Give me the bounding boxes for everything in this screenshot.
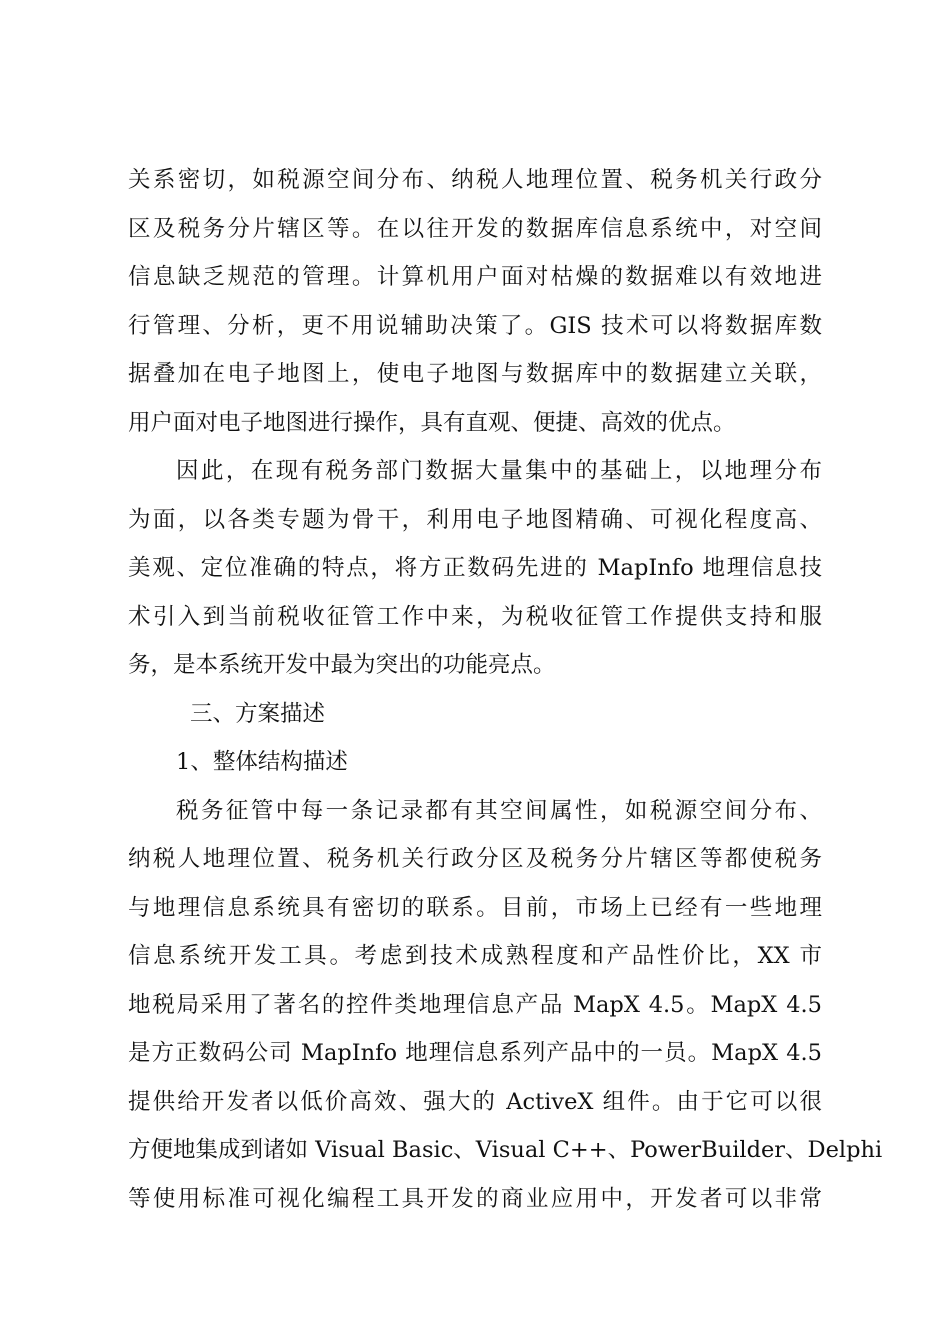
paragraph-line: 美观、定位准确的特点，将方正数码先进的 MapInfo 地理信息技 [128, 555, 822, 581]
paragraph-line: 务，是本系统开发中最为突出的功能亮点。 [128, 652, 556, 678]
paragraph-line: 为面，以各类专题为骨干，利用电子地图精确、可视化程度高、 [128, 506, 822, 533]
paragraph-line: 地税局采用了著名的控件类地理信息产品 MapX 4.5。MapX 4.5 [128, 991, 822, 1018]
body-text [128, 156, 883, 1223]
paragraph-line: 等使用标准可视化编程工具开发的商业应用中，开发者可以非常 [128, 1185, 822, 1212]
paragraph-line: 提供给开发者以低价高效、强大的 ActiveX 组件。由于它可以很 [128, 1088, 822, 1115]
subsection-heading: 1、整体结构描述 [176, 749, 348, 775]
paragraph-line: 方便地集成到诸如 Visual Basic、Visual C++、PowerBuilder、Delphi [128, 1137, 883, 1163]
paragraph-line: 关系密切，如税源空间分布、纳税人地理位置、税务机关行政分 [128, 167, 822, 193]
paragraph-line: 术引入到当前税收征管工作中来，为税收征管工作提供支持和服 [128, 603, 822, 630]
paragraph-line: 区及税务分片辖区等。在以往开发的数据库信息系统中，对空间 [128, 215, 822, 242]
paragraph-line: 用户面对电子地图进行操作，具有直观、便捷、高效的优点。 [128, 409, 736, 436]
paragraph-line: 信息系统开发工具。考虑到技术成熟程度和产品性价比，XX 市 [128, 943, 822, 969]
paragraph-line: 是方正数码公司 MapInfo 地理信息系列产品中的一员。MapX 4.5 [128, 1040, 822, 1066]
paragraph-line: 信息缺乏规范的管理。计算机用户面对枯燥的数据难以有效地进 [128, 264, 822, 290]
section-heading: 三、方案描述 [190, 700, 326, 727]
paragraph-line: 行管理、分析，更不用说辅助决策了。GIS 技术可以将数据库数 [128, 312, 822, 339]
paragraph-line: 与地理信息系统具有密切的联系。目前，市场上已经有一些地理 [128, 894, 822, 921]
paragraph-line: 纳税人地理位置、税务机关行政分区及税务分片辖区等都使税务 [128, 846, 822, 872]
paragraph-line: 因此，在现有税务部门数据大量集中的基础上，以地理分布 [176, 458, 822, 484]
paragraph-line: 据叠加在电子地图上，使电子地图与数据库中的数据建立关联， [128, 361, 822, 387]
paragraph-line: 税务征管中每一条记录都有其空间属性，如税源空间分布、 [176, 797, 822, 824]
